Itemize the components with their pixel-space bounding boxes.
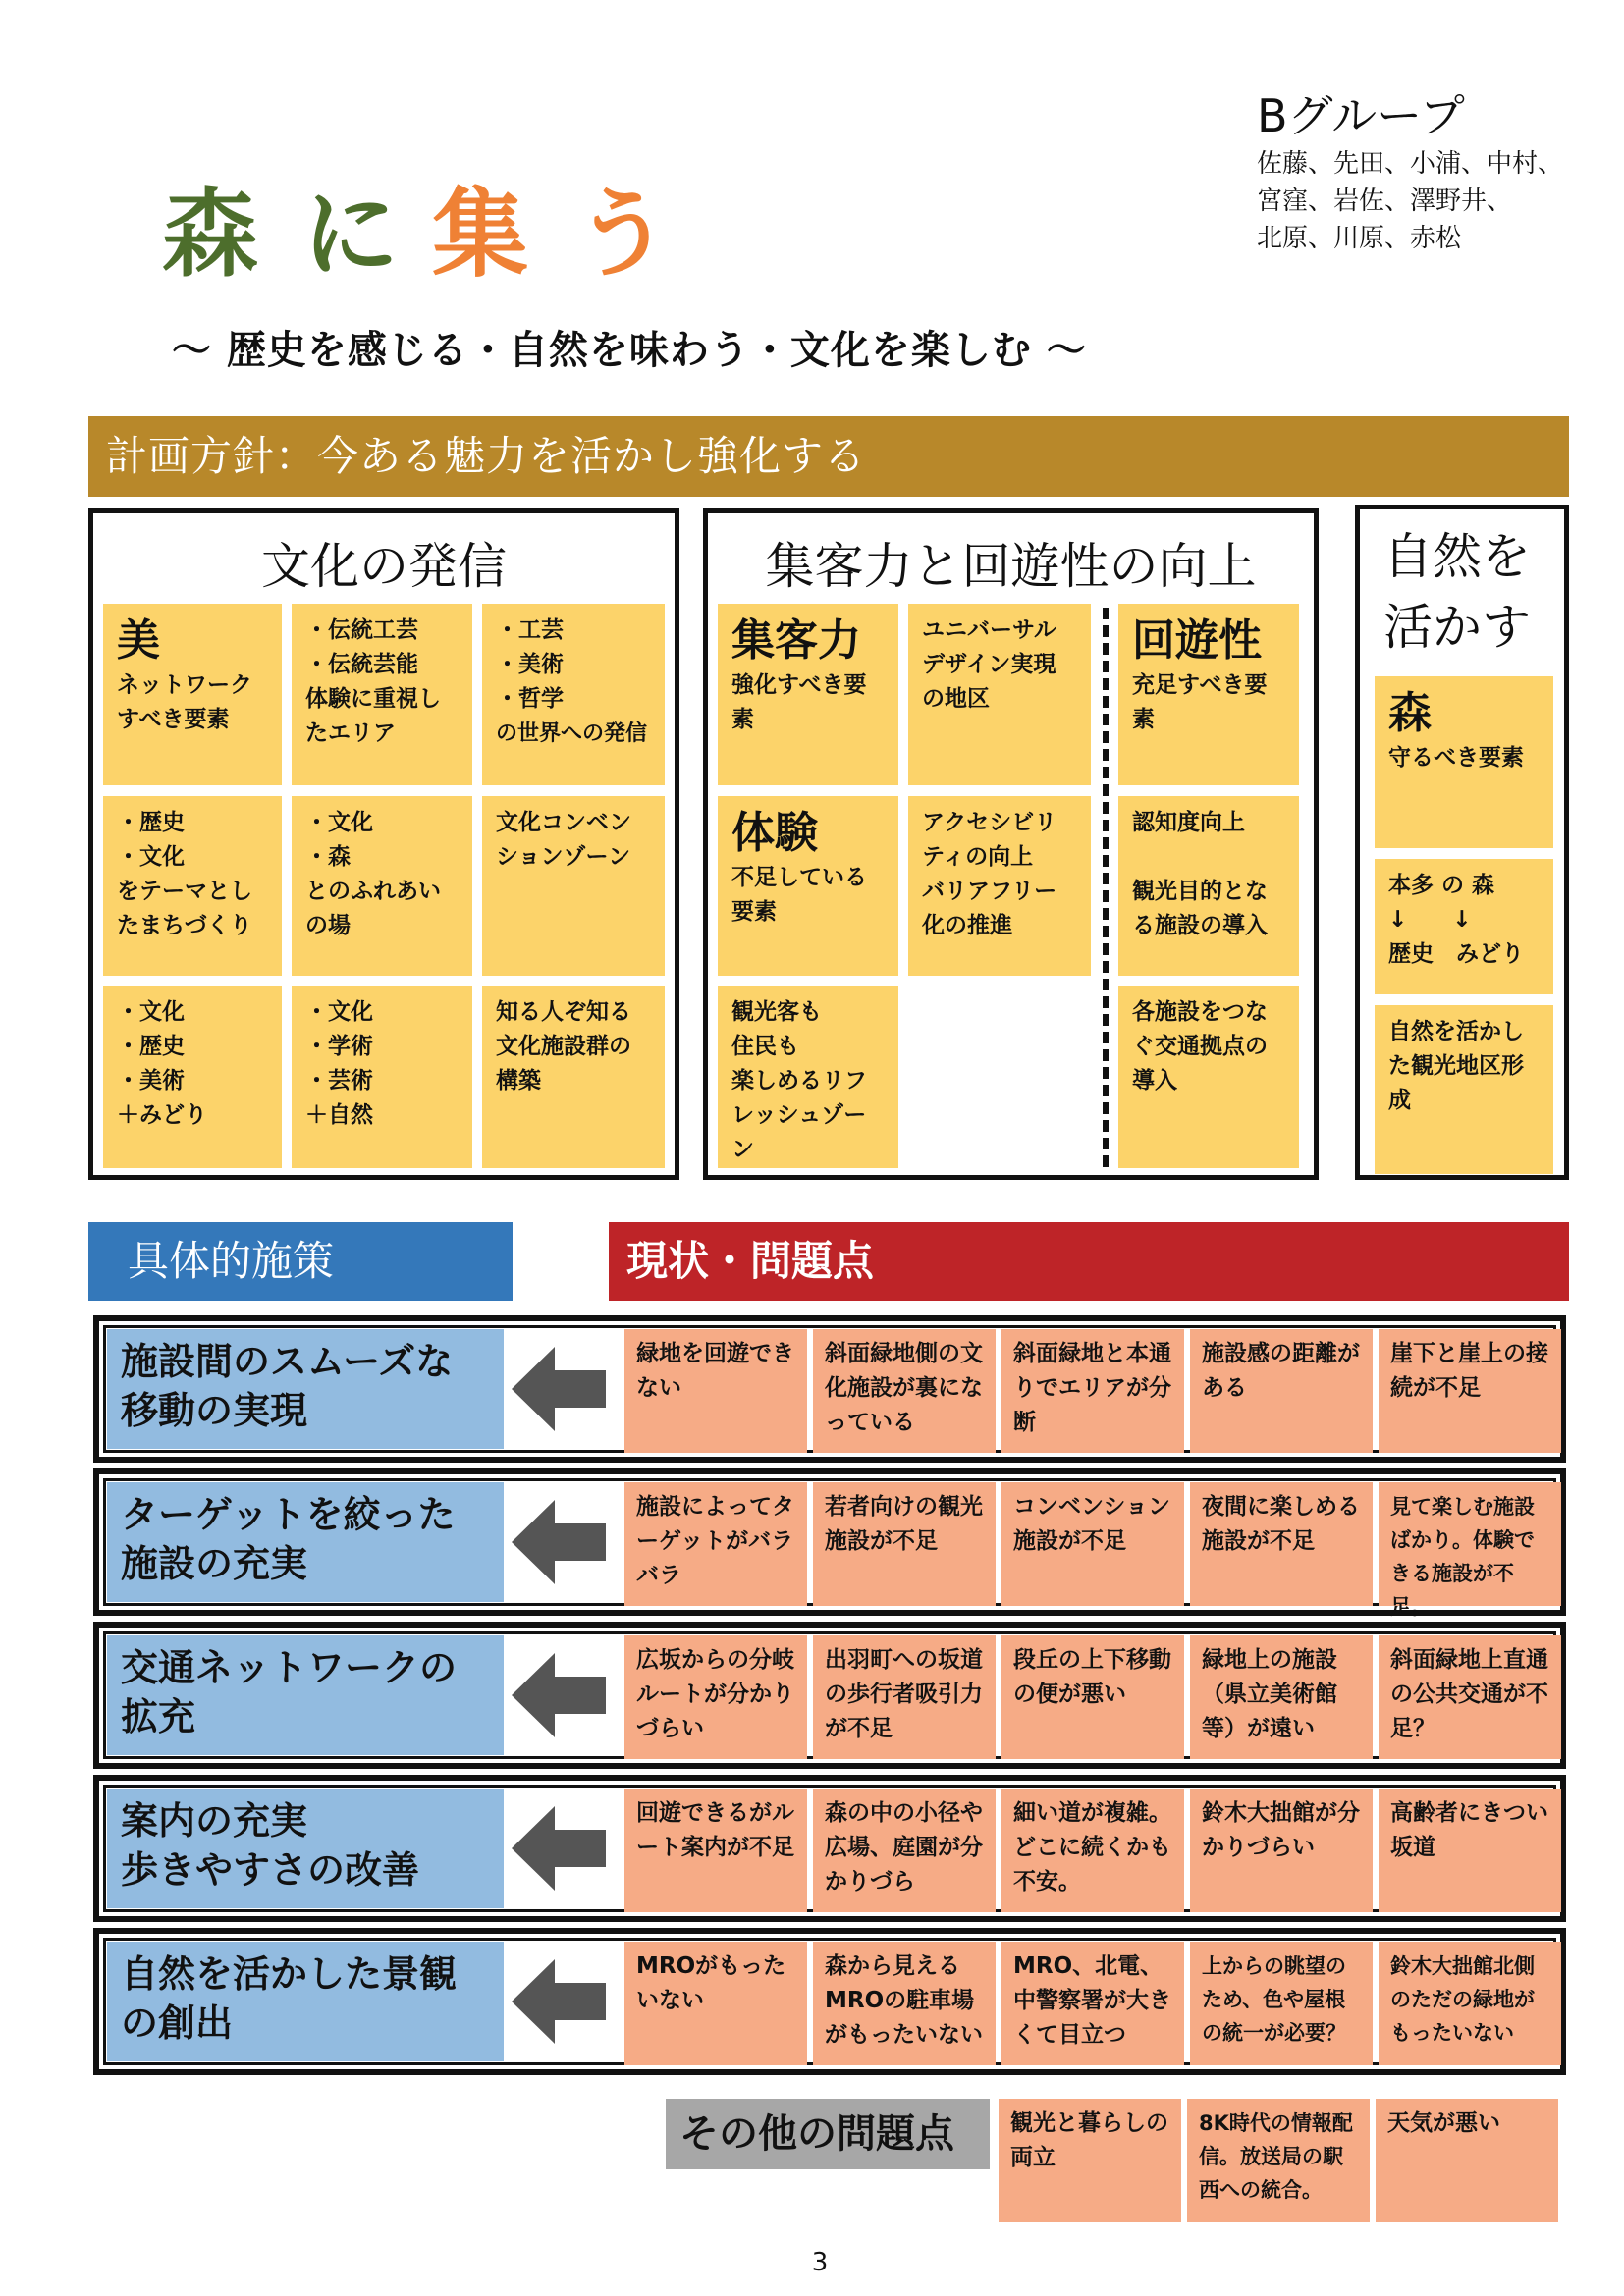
subtitle: ～ 歴史を感じる・自然を味わう・文化を楽しむ ～	[172, 328, 1087, 373]
measure-row	[93, 1468, 1566, 1619]
issue-cell: 斜面緑地と本通りでエリアが分断	[1001, 1329, 1184, 1453]
issue-cell: コンベンション施設が不足	[1001, 1482, 1184, 1606]
nature-frame	[1355, 505, 1569, 1180]
issue-cell: MRO、北電、中警察署が大きくて目立つ	[1001, 1942, 1184, 2065]
measure-label: 案内の充実 歩きやすさの改善	[107, 1789, 504, 1908]
nature-cell: 自然を活かした観光地区形成	[1375, 1005, 1553, 1174]
measure-row	[93, 1622, 1566, 1769]
attract-cell: 各施設をつなぐ交通拠点の導入	[1118, 986, 1299, 1168]
title-char-2: に	[302, 179, 400, 291]
culture-cell: 美 ネットワークすべき要素	[103, 604, 282, 785]
issue-cell: 回遊できるがルート案内が不足	[624, 1789, 807, 1912]
attract-cell: 体験 不足している要素	[718, 796, 898, 976]
measure-label: 施設間のスムーズな移動の実現	[107, 1329, 504, 1449]
policy-banner: 計画方針：今ある魅力を活かし強化する	[88, 416, 1569, 497]
member-line-1: 佐藤、先田、小浦、中村、	[1257, 149, 1564, 179]
attract-cell: ユニバーサルデザイン実現の地区	[908, 604, 1091, 785]
divider-dashed	[1103, 608, 1109, 1167]
left-arrow-icon	[512, 1345, 606, 1433]
issue-cell: 緑地を回遊できない	[624, 1329, 807, 1453]
attract-cell: 回遊性 充足すべき要素	[1118, 604, 1299, 785]
issue-cell: 上からの眺望のため、色や屋根の統一が必要？	[1190, 1942, 1373, 2065]
issue-cell: 夜間に楽しめる施設が不足	[1190, 1482, 1373, 1606]
issue-cell: 高齢者にきつい坂道	[1379, 1789, 1561, 1912]
culture-cell: ・工芸 ・美術 ・哲学 の世界への発信	[482, 604, 665, 785]
issue-cell: 見て楽しむ施設ばかり。体験できる施設が不足。	[1379, 1482, 1561, 1606]
issue-cell: 細い道が複雑。どこに続くかも不安。	[1001, 1789, 1184, 1912]
culture-cell: 文化コンベンションゾーン	[482, 796, 665, 976]
measures-header: 具体的施策	[88, 1222, 513, 1301]
issue-cell: 鈴木大拙館北側のただの緑地がもったいない	[1379, 1942, 1561, 2065]
culture-title: 文化の発信	[261, 538, 507, 595]
group-label: Bグループ	[1257, 89, 1465, 142]
attract-cell: 観光客も 住民も 楽しめるリフレッシュゾーン	[718, 986, 898, 1168]
issues-header: 現状・問題点	[609, 1222, 1569, 1301]
culture-cell: ・文化 ・森 とのふれあいの場	[292, 796, 472, 976]
measure-row	[93, 1315, 1566, 1463]
measure-label: 自然を活かした景観の創出	[107, 1942, 504, 2061]
left-arrow-icon	[512, 1498, 606, 1586]
issue-cell: 施設によってターゲットがバラバラ	[624, 1482, 807, 1606]
measure-label: ターゲットを絞った施設の充実	[107, 1482, 504, 1602]
title-char-4: う	[574, 179, 672, 291]
nature-title: 自然を活かす	[1383, 528, 1531, 656]
nature-cell: 本多 の 森 ↓ ↓ 歴史 みどり	[1375, 859, 1553, 994]
title-char-3: 集	[432, 179, 529, 291]
attract-cell: 集客力 強化すべき要素	[718, 604, 898, 785]
left-arrow-icon	[512, 1957, 606, 2046]
issue-cell: 斜面緑地上直通の公共交通が不足？	[1379, 1635, 1561, 1759]
culture-cell: ・文化 ・学術 ・芸術 ＋自然	[292, 986, 472, 1168]
culture-cell: ・伝統工芸 ・伝統芸能 体験に重視したエリア	[292, 604, 472, 785]
issue-cell: 若者向けの観光施設が不足	[813, 1482, 996, 1606]
left-arrow-icon	[512, 1651, 606, 1739]
issue-cell: MROがもったいない	[624, 1942, 807, 2065]
issue-cell: 崖下と崖上の接続が不足	[1379, 1329, 1561, 1453]
measure-label: 交通ネットワークの拡充	[107, 1635, 504, 1755]
culture-cell: 知る人ぞ知る文化施設群の構築	[482, 986, 665, 1168]
issue-cell: 森の中の小径や広場、庭園が分かりづら	[813, 1789, 996, 1912]
attract-cell: 認知度向上 観光目的となる施設の導入	[1118, 796, 1299, 976]
other-issue-cell: 観光と暮らしの両立	[999, 2099, 1181, 2222]
other-issue-cell: 8K時代の情報配信。放送局の駅西への統合。	[1187, 2099, 1370, 2222]
issue-cell: 段丘の上下移動の便が悪い	[1001, 1635, 1184, 1759]
left-arrow-icon	[512, 1804, 606, 1893]
other-issue-cell: 天気が悪い	[1376, 2099, 1558, 2222]
issue-cell: 緑地上の施設（県立美術館等）が遠い	[1190, 1635, 1373, 1759]
issue-cell: 施設感の距離がある	[1190, 1329, 1373, 1453]
measure-row	[93, 1928, 1566, 2075]
attract-frame	[703, 508, 1319, 1180]
nature-cell: 森 守るべき要素	[1375, 676, 1553, 848]
issue-cell: 出羽町への坂道の歩行者吸引力が不足	[813, 1635, 996, 1759]
issue-cell: 広坂からの分岐ルートが分かりづらい	[624, 1635, 807, 1759]
culture-cell: ・歴史 ・文化 をテーマとしたまちづくり	[103, 796, 282, 976]
issue-cell: 鈴木大拙館が分かりづらい	[1190, 1789, 1373, 1912]
member-line-3: 北原、川原、赤松	[1257, 224, 1462, 253]
attract-title: 集客力と回遊性の向上	[765, 538, 1257, 595]
issue-cell: 森から見えるMROの駐車場がもったいない	[813, 1942, 996, 2065]
attract-cell: アクセシビリティの向上 バリアフリー化の推進	[908, 796, 1091, 976]
issue-cell: 斜面緑地側の文化施設が裏になっている	[813, 1329, 996, 1453]
page-number: 3	[811, 2248, 829, 2277]
culture-cell: ・文化 ・歴史 ・美術 ＋みどり	[103, 986, 282, 1168]
measure-row	[93, 1775, 1566, 1922]
other-issues-label: その他の問題点	[666, 2099, 990, 2169]
culture-frame	[88, 508, 679, 1180]
title-char-1: 森	[162, 179, 259, 291]
member-line-2: 宮窪、岩佐、澤野井、	[1257, 187, 1513, 216]
